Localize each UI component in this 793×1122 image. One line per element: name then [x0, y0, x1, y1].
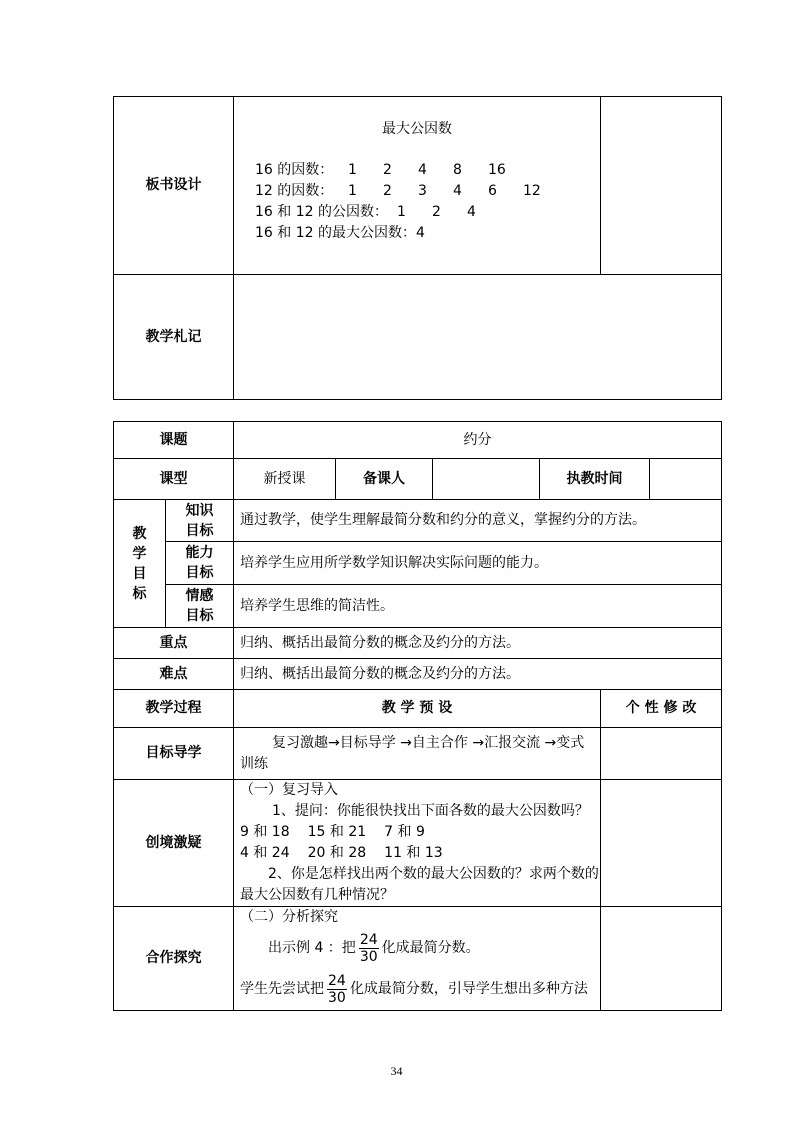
ability-goal-text: 培养学生应用所学数学知识解决实际问题的能力。 [234, 542, 722, 585]
board-number: 1 [397, 203, 406, 220]
board-number: 2 [432, 203, 441, 220]
topic-value: 约分 [234, 422, 722, 459]
goal-label-cell [166, 585, 234, 628]
board-number: 1 [348, 161, 357, 178]
fraction [327, 973, 347, 1006]
preparer-label: 备课人 [336, 459, 433, 500]
goal-label-cell [166, 542, 234, 585]
plan-header: 教 学 预 设 [234, 690, 601, 728]
board-number: 2 [383, 182, 392, 199]
number-pair: 11 和 13 [384, 845, 443, 861]
number-pair: 15 和 21 [307, 824, 367, 840]
fraction-denominator: 30 [359, 948, 378, 965]
teaching-goals-label: 教学目标 [132, 525, 147, 602]
explore-heading: （二）分析探究 [240, 909, 338, 925]
page-number: 34 [390, 1064, 403, 1078]
difficulty-label: 难点 [114, 659, 234, 690]
teaching-notes-label: 教学札记 [114, 275, 234, 400]
emotion-goal-text: 培养学生思维的简洁性。 [234, 585, 722, 628]
board-side-cell [601, 97, 722, 275]
key-point-text: 归纳、概括出最简分数的概念及约分的方法。 [234, 628, 722, 659]
number-pair: 7 和 9 [384, 824, 425, 840]
explore-label: 合作探究 [114, 907, 234, 1011]
topic-label: 课题 [114, 422, 234, 459]
example-line [240, 928, 596, 968]
explore-revise-cell [601, 907, 722, 1011]
emotion-goal-label: 情感目标 [185, 588, 214, 624]
board-number: 3 [418, 182, 427, 199]
guide-label: 目标导学 [114, 728, 234, 780]
board-design-table [113, 96, 722, 400]
knowledge-goal-text: 通过教学，使学生理解最简分数和约分的意义，掌握约分的方法。 [234, 500, 722, 542]
fraction-numerator: 24 [328, 972, 346, 989]
board-row [255, 181, 558, 202]
teach-time-value [650, 459, 722, 500]
try-line [240, 968, 596, 1010]
goal-label-cell [166, 500, 234, 542]
preparer-value [433, 459, 540, 500]
fraction [359, 932, 379, 965]
board-number: 2 [383, 161, 392, 178]
teaching-notes-content [234, 275, 722, 400]
lesson-plan-table [113, 421, 722, 1011]
inspire-label: 创境激疑 [114, 780, 234, 907]
board-design-label: 板书设计 [114, 97, 234, 275]
board-number: 4 [453, 182, 462, 199]
number-pair: 20 和 28 [307, 845, 367, 861]
example-before: 出示例 4 ：把 [268, 940, 356, 956]
fraction-numerator: 24 [359, 931, 378, 948]
board-conclusion: 16 和 12 的最大公因数：4 [255, 224, 425, 241]
number-pair: 4 和 24 [240, 845, 290, 861]
knowledge-goal-label: 知识目标 [185, 502, 214, 539]
teaching-goals-cell [114, 500, 166, 628]
try-after: 化成最简分数，引导学生想出多种方法 [349, 981, 588, 997]
board-design-content [234, 97, 601, 275]
inspire-question-2: 2、你是怎样找出两个数的最大公因数的？求两个数的 [268, 866, 599, 882]
example-after: 化成最简分数。 [381, 940, 480, 956]
board-row-label: 12 的因数： [255, 182, 334, 199]
board-title: 最大公因数 [382, 120, 452, 137]
guide-text: 复习激趣→目标导学 →自主合作 →汇报交流 →变式训练 [234, 728, 601, 780]
inspire-revise-cell [601, 780, 722, 907]
inspire-question-1: 1、提问：你能很快找出下面各数的最大公因数吗？ [272, 803, 589, 819]
process-label: 教学过程 [114, 690, 234, 728]
board-row [255, 160, 523, 181]
board-row-label: 16 和 12 的公因数： [255, 203, 388, 220]
teach-time-label: 执教时间 [540, 459, 650, 500]
board-row [255, 202, 502, 223]
difficulty-text: 归纳、概括出最简分数的概念及约分的方法。 [234, 659, 722, 690]
guide-revise-cell [601, 728, 722, 780]
inspire-content [234, 780, 601, 907]
fraction-denominator: 30 [328, 989, 346, 1006]
board-number: 1 [348, 182, 357, 199]
number-pair: 9 和 18 [240, 824, 290, 840]
explore-content [234, 907, 601, 1011]
board-row-label: 16 的因数： [255, 161, 334, 178]
pairs-row [240, 843, 596, 864]
lesson-type-value: 新授课 [234, 459, 336, 500]
board-number: 8 [453, 161, 462, 178]
board-number: 12 [523, 182, 541, 199]
board-number: 4 [467, 203, 476, 220]
inspire-question-2-cont: 最大公因数有几种情况？ [240, 887, 394, 903]
board-number: 16 [488, 161, 506, 178]
key-point-label: 重点 [114, 628, 234, 659]
try-before: 学生先尝试把 [240, 981, 324, 997]
pairs-row [240, 822, 596, 843]
board-number: 4 [418, 161, 427, 178]
ability-goal-label: 能力目标 [185, 545, 214, 581]
board-number: 6 [488, 182, 497, 199]
lesson-type-label: 课型 [114, 459, 234, 500]
inspire-heading: （一）复习导入 [240, 782, 338, 798]
revise-header: 个 性 修 改 [601, 690, 722, 728]
